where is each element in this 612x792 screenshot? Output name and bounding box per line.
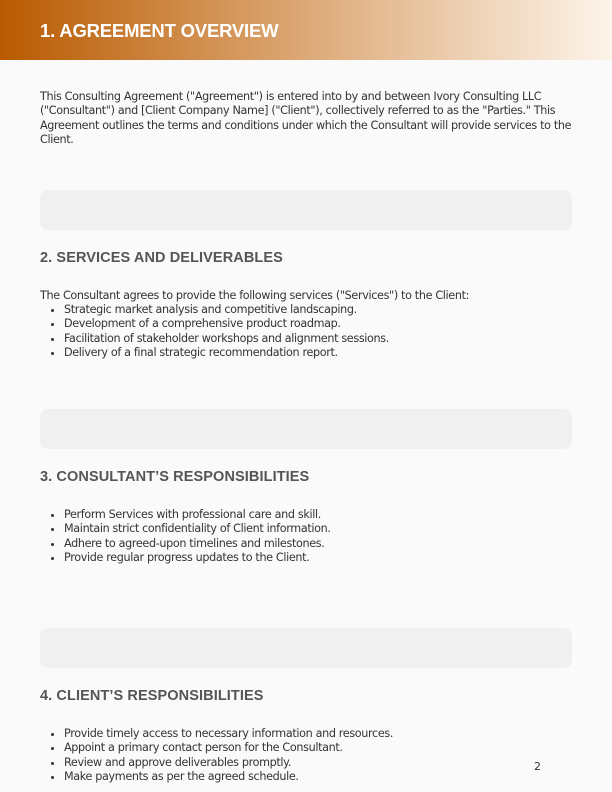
list-item: • Adhere to agreed-upon timelines and milestones. xyxy=(64,537,331,551)
services-list xyxy=(40,303,389,361)
list-item: • Development of a comprehensive product roadmap. xyxy=(64,317,389,331)
placeholder-box-1 xyxy=(40,190,572,230)
services-heading: 2. SERVICES AND DELIVERABLES xyxy=(40,250,283,266)
overview-paragraph: This Consulting Agreement ("Agreement") is entered into by and between Ivory Consulting LLC ("Consultant") and [Client Company Name] ("Client"), collectively referred to as the "Parties." This Agreement outlines the terms and conditions under which the Consultant will provide services to the Client. xyxy=(40,90,572,147)
services-intro: The Consultant agrees to provide the following services ("Services") to the Client: xyxy=(40,289,470,302)
list-item: • Facilitation of stakeholder workshops and alignment sessions. xyxy=(64,332,389,346)
list-item: • Make payments as per the agreed schedule. xyxy=(64,770,393,784)
consultant-heading: 3. CONSULTANT’S RESPONSIBILITIES xyxy=(40,469,310,485)
list-item: • Perform Services with professional care and skill. xyxy=(64,508,331,522)
section-banner xyxy=(0,0,612,60)
list-item: • Strategic market analysis and competitive landscaping. xyxy=(64,303,389,317)
list-item: • Delivery of a final strategic recommendation report. xyxy=(64,346,389,360)
list-item: • Provide timely access to necessary information and resources. xyxy=(64,727,393,741)
list-item: • Maintain strict confidentiality of Client information. xyxy=(64,522,331,536)
client-list xyxy=(40,727,393,785)
page-number: 2 xyxy=(534,760,541,773)
placeholder-box-3 xyxy=(40,628,572,668)
client-heading: 4. CLIENT’S RESPONSIBILITIES xyxy=(40,688,264,704)
list-item: • Review and approve deliverables promptly. xyxy=(64,756,393,770)
page-title: 1. AGREEMENT OVERVIEW xyxy=(40,20,279,41)
list-item: • Appoint a primary contact person for the Consultant. xyxy=(64,741,393,755)
consultant-list xyxy=(40,508,331,566)
placeholder-box-2 xyxy=(40,409,572,449)
list-item: • Provide regular progress updates to the Client. xyxy=(64,551,331,565)
